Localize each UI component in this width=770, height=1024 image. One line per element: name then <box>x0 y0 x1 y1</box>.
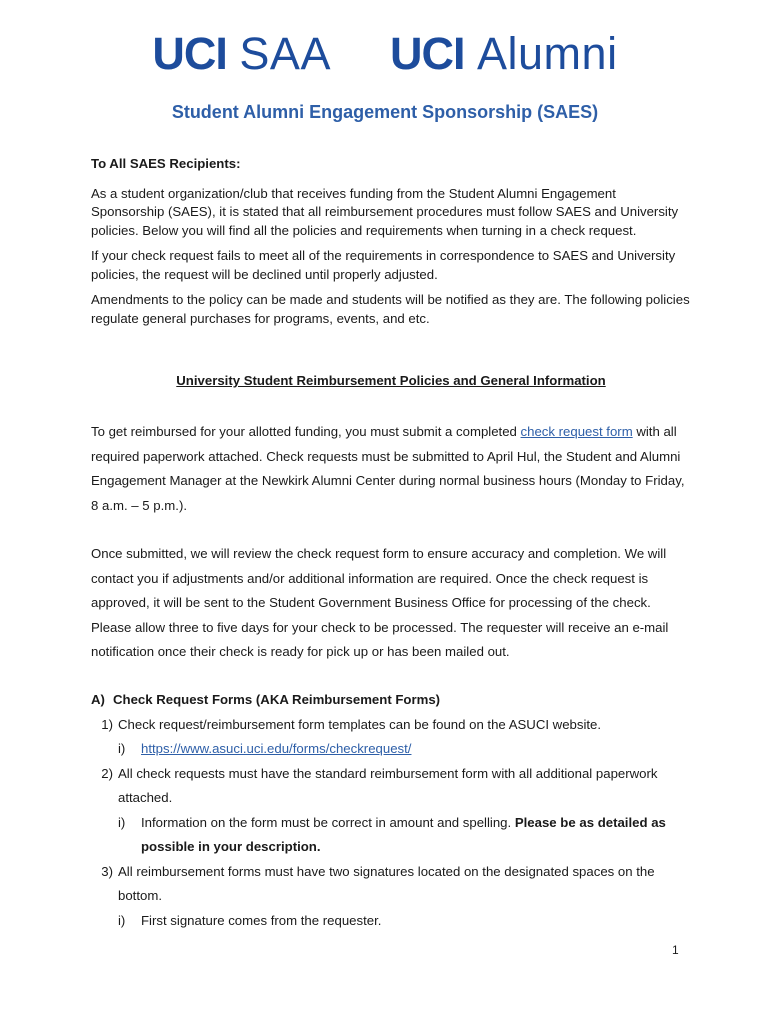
intro-paragraph-2: If your check request fails to meet all of the requirements in correspondence to SAES and University policies, the request will be declined until properly adjusted. <box>91 248 676 282</box>
check-request-form-link[interactable]: check request form <box>520 424 633 439</box>
list-subitem-number: i) <box>118 912 126 928</box>
list-item-number: 1) <box>101 716 113 732</box>
general-info-section <box>91 420 691 689</box>
asuci-checkrequest-link[interactable]: https://www.asuci.uci.edu/forms/checkrequest/ <box>141 741 412 756</box>
list-subitem <box>91 737 691 762</box>
list-item-text: All check requests must have the standard reimbursement form with all additional paperwork attached. <box>118 765 658 805</box>
list-item-text: Check request/reimbursement form templates can be found on the ASUCI website. <box>118 716 602 732</box>
list-subitem <box>91 909 691 934</box>
uci-alumni-logo-light: Alumni <box>477 28 618 79</box>
list-item <box>91 762 691 811</box>
section-a-list <box>91 688 691 933</box>
list-subitem-number: i) <box>118 814 126 830</box>
list-subitem-text <box>141 811 691 860</box>
body-paragraph-1-text: To get reimbursed for your allotted funding, you must submit a completed <box>91 424 521 439</box>
intro-section <box>91 155 691 335</box>
list-subitem <box>91 811 691 860</box>
list-item-text: All reimbursement forms must have two signatures located on the designated spaces on the bottom. <box>118 863 655 903</box>
uci-saa-logo-bold: UCI <box>152 28 227 79</box>
greeting: To All SAES Recipients: <box>91 156 241 171</box>
list-subitem-emphasis: Please be as detailed as possible in your description. <box>141 814 666 854</box>
body-paragraph-1-text-cont: with all required paperwork attached. Check requests must be submitted to April Hul, the Student and Alumni Engagement Manager at the Newkirk Alumni Center during normal business hours (Monday to Friday, 8 a.m. – 5 p.m.). <box>91 424 685 513</box>
list-item <box>91 860 691 909</box>
section-a-heading-text: Check Request Forms (AKA Reimbursement Forms) <box>113 692 441 707</box>
list-item-number: 2) <box>101 765 113 781</box>
page-number: 1 <box>672 943 679 957</box>
list-subitem-text: First signature comes from the requester. <box>141 912 382 928</box>
intro-paragraph-1: As a student organization/club that receives funding from the Student Alumni Engagement Sponsorship (SAES), it is stated that all reimbursement procedures must follow SAES and University policies. Below you will find all the policies and requirements when turning in a check request. <box>91 185 679 238</box>
list-item-number: 3) <box>101 863 113 879</box>
section-a-marker: A) <box>91 692 105 707</box>
intro-paragraph-3: Amendments to the policy can be made and students will be notified as they are. The following policies regulate general purchases for programs, events, and etc. <box>91 292 690 326</box>
list-subitem-number: i) <box>118 741 126 756</box>
policies-section-title: University Student Reimbursement Policies and General Information <box>176 373 606 388</box>
body-paragraph-1 <box>91 420 691 518</box>
document-title: Student Alumni Engagement Sponsorship (SAES) <box>171 102 599 122</box>
uci-alumni-logo-bold: UCI <box>390 28 465 79</box>
list-item <box>91 713 691 738</box>
uci-saa-logo-light: SAA <box>239 28 331 79</box>
section-a-heading <box>91 688 691 713</box>
list-subitem-plain: Information on the form must be correct in amount and spelling. <box>141 814 515 830</box>
uci-logo-banner <box>0 28 770 80</box>
body-paragraph-2: Once submitted, we will review the check request form to ensure accuracy and completion. We will contact you if adjustments and/or additional information are required. Once the check request is approved, it will be sent to the Student Government Business Office for processing of the check. Please allow three to five days for your check to be processed. The requester will receive an e-mail notification once their check is ready for pick up or has been mailed out. <box>91 546 669 659</box>
